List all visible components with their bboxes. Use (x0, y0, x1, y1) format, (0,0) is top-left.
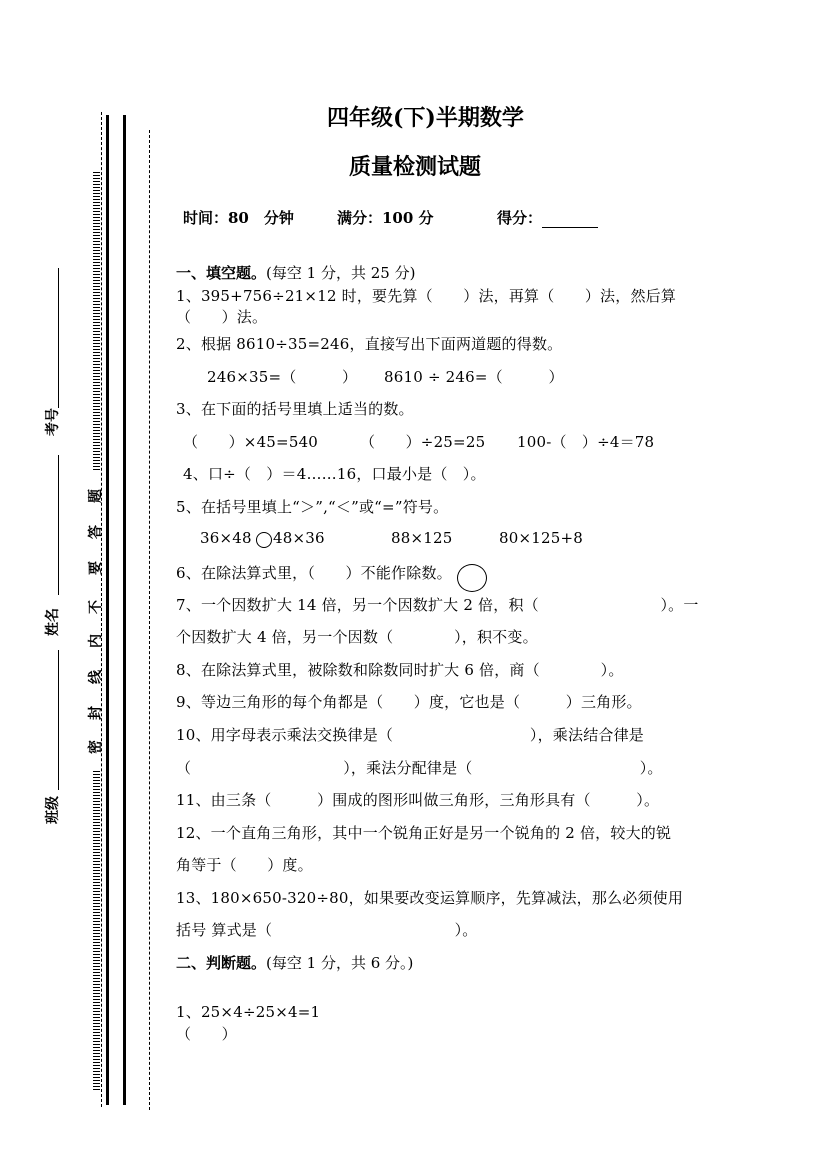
seal-char-5: 不 (88, 600, 104, 614)
q12-line1: 12、一个直角三角形，其中一个锐角正好是另一个锐角的 2 倍，较大的锐 (176, 824, 672, 842)
q11-line1: 11、由三条（ ）围成的图形叫做三角形，三角形具有（ ）。 (176, 791, 660, 809)
page-subtitle: 质量检测试题 (349, 154, 482, 180)
section1-title: 一、填空题。 (176, 264, 267, 282)
q10-line1: 10、用字母表示乘法交换律是（ ），乘法结合律是 (176, 726, 644, 744)
q13-line1: 13、180×650-320÷80，如果要改变运算顺序，先算减法，那么必须使用 (176, 889, 684, 907)
q3-expr1: （ ）×45=540 (183, 433, 319, 451)
seal-char-8: 题 (88, 489, 104, 503)
section1-heading (176, 262, 415, 283)
q5-compare-circle[interactable] (256, 532, 272, 548)
binding-thick-line-1 (106, 115, 109, 1105)
name-line (58, 455, 59, 595)
exam-no-line (58, 268, 59, 408)
q5-expr1-left: 36×48 (200, 529, 252, 547)
q6-circle (457, 564, 487, 592)
q5-expr2: 88×125 (391, 529, 453, 547)
seal-char-2: 封 (88, 706, 104, 720)
class-label: 班级 (45, 796, 61, 824)
q2-expr1: 246×35=（ ） (207, 368, 358, 386)
exam-no-label: 考号 (45, 408, 61, 436)
q12-line2: 角等于（ ）度。 (176, 856, 313, 874)
score-field (497, 207, 598, 228)
binding-hatch-top (93, 170, 100, 470)
name-label: 姓名 (45, 608, 61, 636)
q7-line2: 个因数扩大 4 倍，另一个因数（ ），积不变。 (176, 628, 538, 646)
binding-dashed-line-inner (149, 130, 150, 1110)
q3-line1: 3、在下面的括号里填上适当的数。 (176, 400, 414, 418)
score-label: 得分： (497, 209, 543, 227)
q4-line1: 4、口÷（ ）＝4……16，口最小是（ ）。 (183, 465, 486, 483)
q3-expr2: （ ）÷25=25 (360, 433, 486, 451)
q5-expr1-right: 48×36 (273, 529, 325, 547)
q13-line2: 括号 算式是（ ）。 (176, 921, 478, 939)
exam-time: 时间：80 分钟 (183, 209, 294, 227)
seal-char-1: 密 (88, 740, 104, 754)
section2-heading (176, 952, 413, 973)
full-score: 满分：100 分 (337, 209, 434, 227)
q2-expr2: 8610 ÷ 246=（ ） (384, 368, 564, 386)
q5-expr3: 80×125+8 (499, 529, 583, 547)
seal-char-3: 线 (88, 670, 104, 684)
score-blank[interactable] (542, 213, 598, 228)
class-line (58, 650, 59, 790)
seal-char-6: 要 (88, 561, 104, 575)
q5-line1: 5、在括号里填上“＞”,“＜”或“=”符号。 (176, 498, 449, 516)
section2-title: 二、判断题。 (176, 954, 267, 972)
q1-line1: 1、395+756÷21×12 时，要先算（ ）法，再算（ ）法，然后算 (176, 287, 677, 305)
section2-note: (每空 1 分，共 6 分。) (266, 954, 414, 972)
q8-line1: 8、在除法算式里，被除数和除数同时扩大 6 倍，商（ ）。 (176, 661, 624, 679)
j1-answer[interactable]: （ ） (176, 1025, 237, 1043)
q10-line2: （ ），乘法分配律是（ ）。 (176, 759, 663, 777)
q3-expr3: 100-（ ）÷4＝78 (517, 433, 655, 451)
j1-line1: 1、25×4÷25×4=1 (176, 1003, 321, 1021)
section1-note: (每空 1 分，共 25 分) (266, 264, 416, 282)
binding-hatch-bottom (93, 770, 100, 1090)
q2-line1: 2、根据 8610÷35=246，直接写出下面两道题的得数。 (176, 335, 563, 353)
q6-line1: 6、在除法算式里，（ ）不能作除数。 (176, 564, 452, 582)
q9-line1: 9、等边三角形的每个角都是（ ）度，它也是（ ）三角形。 (176, 693, 642, 711)
page-title: 四年级(下)半期数学 (327, 105, 524, 131)
q7-line1: 7、一个因数扩大 14 倍，另一个因数扩大 2 倍，积（ ）。一 (176, 596, 699, 614)
seal-char-7: 答 (88, 525, 104, 539)
q1-line2: （ ）法。 (176, 308, 268, 326)
seal-char-4: 内 (88, 634, 104, 648)
binding-thick-line-2 (123, 115, 126, 1105)
